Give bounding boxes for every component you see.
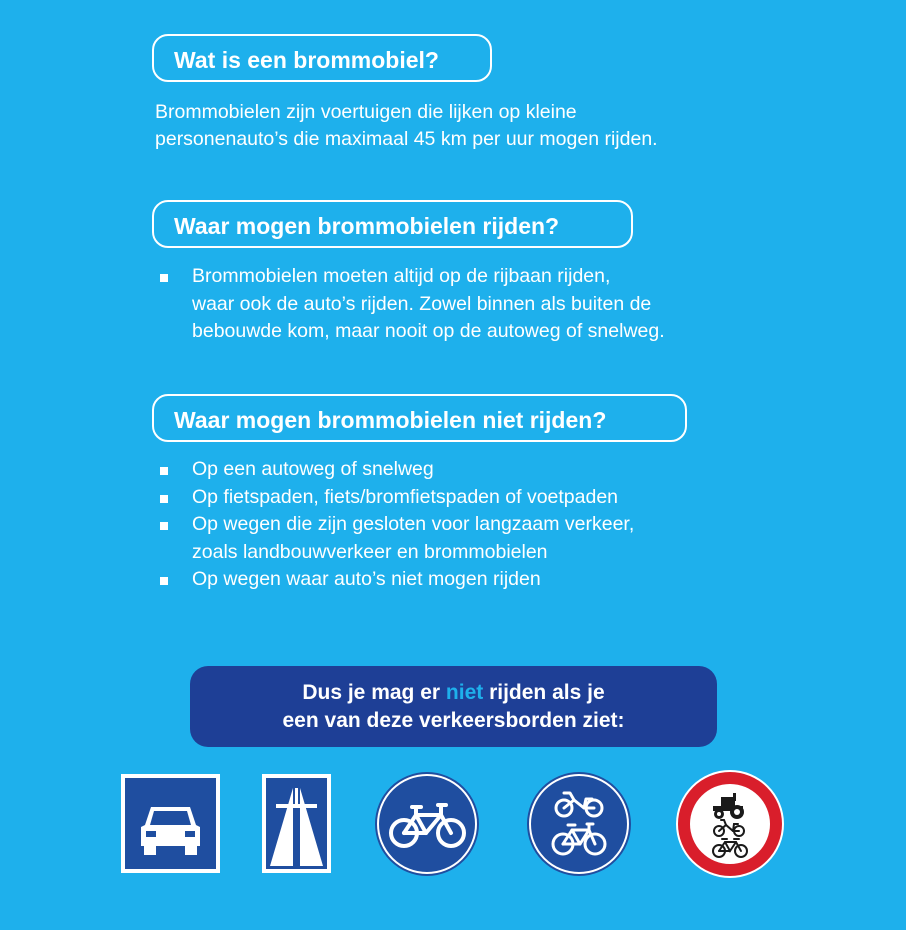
- fietspad-sign-icon: [374, 771, 480, 877]
- list-item: [155, 263, 665, 346]
- section-3-item-4-text: Op wegen waar auto’s niet mogen rijden: [192, 568, 541, 590]
- list-item: [155, 566, 634, 594]
- section-1-line-1: Brommobielen zijn voertuigen die lijken op kleine: [155, 101, 577, 123]
- list-item: [155, 456, 634, 484]
- section-3-item-1-text: Op een autoweg of snelweg: [192, 458, 434, 480]
- section-1-text: [155, 99, 658, 153]
- callout-line-2: een van deze verkeersborden ziet:: [282, 709, 625, 732]
- autosnelweg-sign-icon: [262, 774, 331, 873]
- callout-line-1-post: rijden als je: [483, 681, 605, 704]
- section-1-title: Wat is een brommobiel?: [152, 34, 492, 82]
- fiets-bromfietspad-sign-icon: [526, 771, 632, 877]
- gesloten-langzaam-verkeer-sign-icon: [675, 769, 785, 879]
- list-item: [155, 484, 634, 512]
- callout-line-1: [190, 679, 717, 707]
- section-2-list: [155, 263, 665, 346]
- section-3-list: [155, 456, 634, 594]
- section-3-item-3-line-2: zoals landbouwverkeer en brommobielen: [192, 540, 548, 563]
- callout-line-1-pre: Dus je mag er: [302, 681, 446, 704]
- section-2-line-3: bebouwde kom, maar nooit op de autoweg of snelweg.: [192, 320, 665, 342]
- autoweg-sign-icon: [121, 774, 220, 873]
- list-item: [155, 511, 634, 566]
- section-2-line-2: waar ook de auto’s rijden. Zowel binnen als buiten de: [192, 292, 652, 315]
- callout-highlight: niet: [445, 681, 484, 704]
- section-2-title: Waar mogen brommobielen rijden?: [152, 200, 633, 248]
- section-3-title: Waar mogen brommobielen niet rijden?: [152, 394, 687, 442]
- section-1-line-2: personenauto’s die maximaal 45 km per uur mogen rijden.: [155, 128, 658, 150]
- section-2-line-1: Brommobielen moeten altijd op de rijbaan rijden,: [192, 265, 611, 287]
- section-3-item-3-line-1: Op wegen die zijn gesloten voor langzaam verkeer,: [192, 513, 635, 535]
- section-3-item-2-text: Op fietspaden, fiets/bromfietspaden of voetpaden: [192, 485, 619, 508]
- conclusion-callout: [190, 666, 717, 747]
